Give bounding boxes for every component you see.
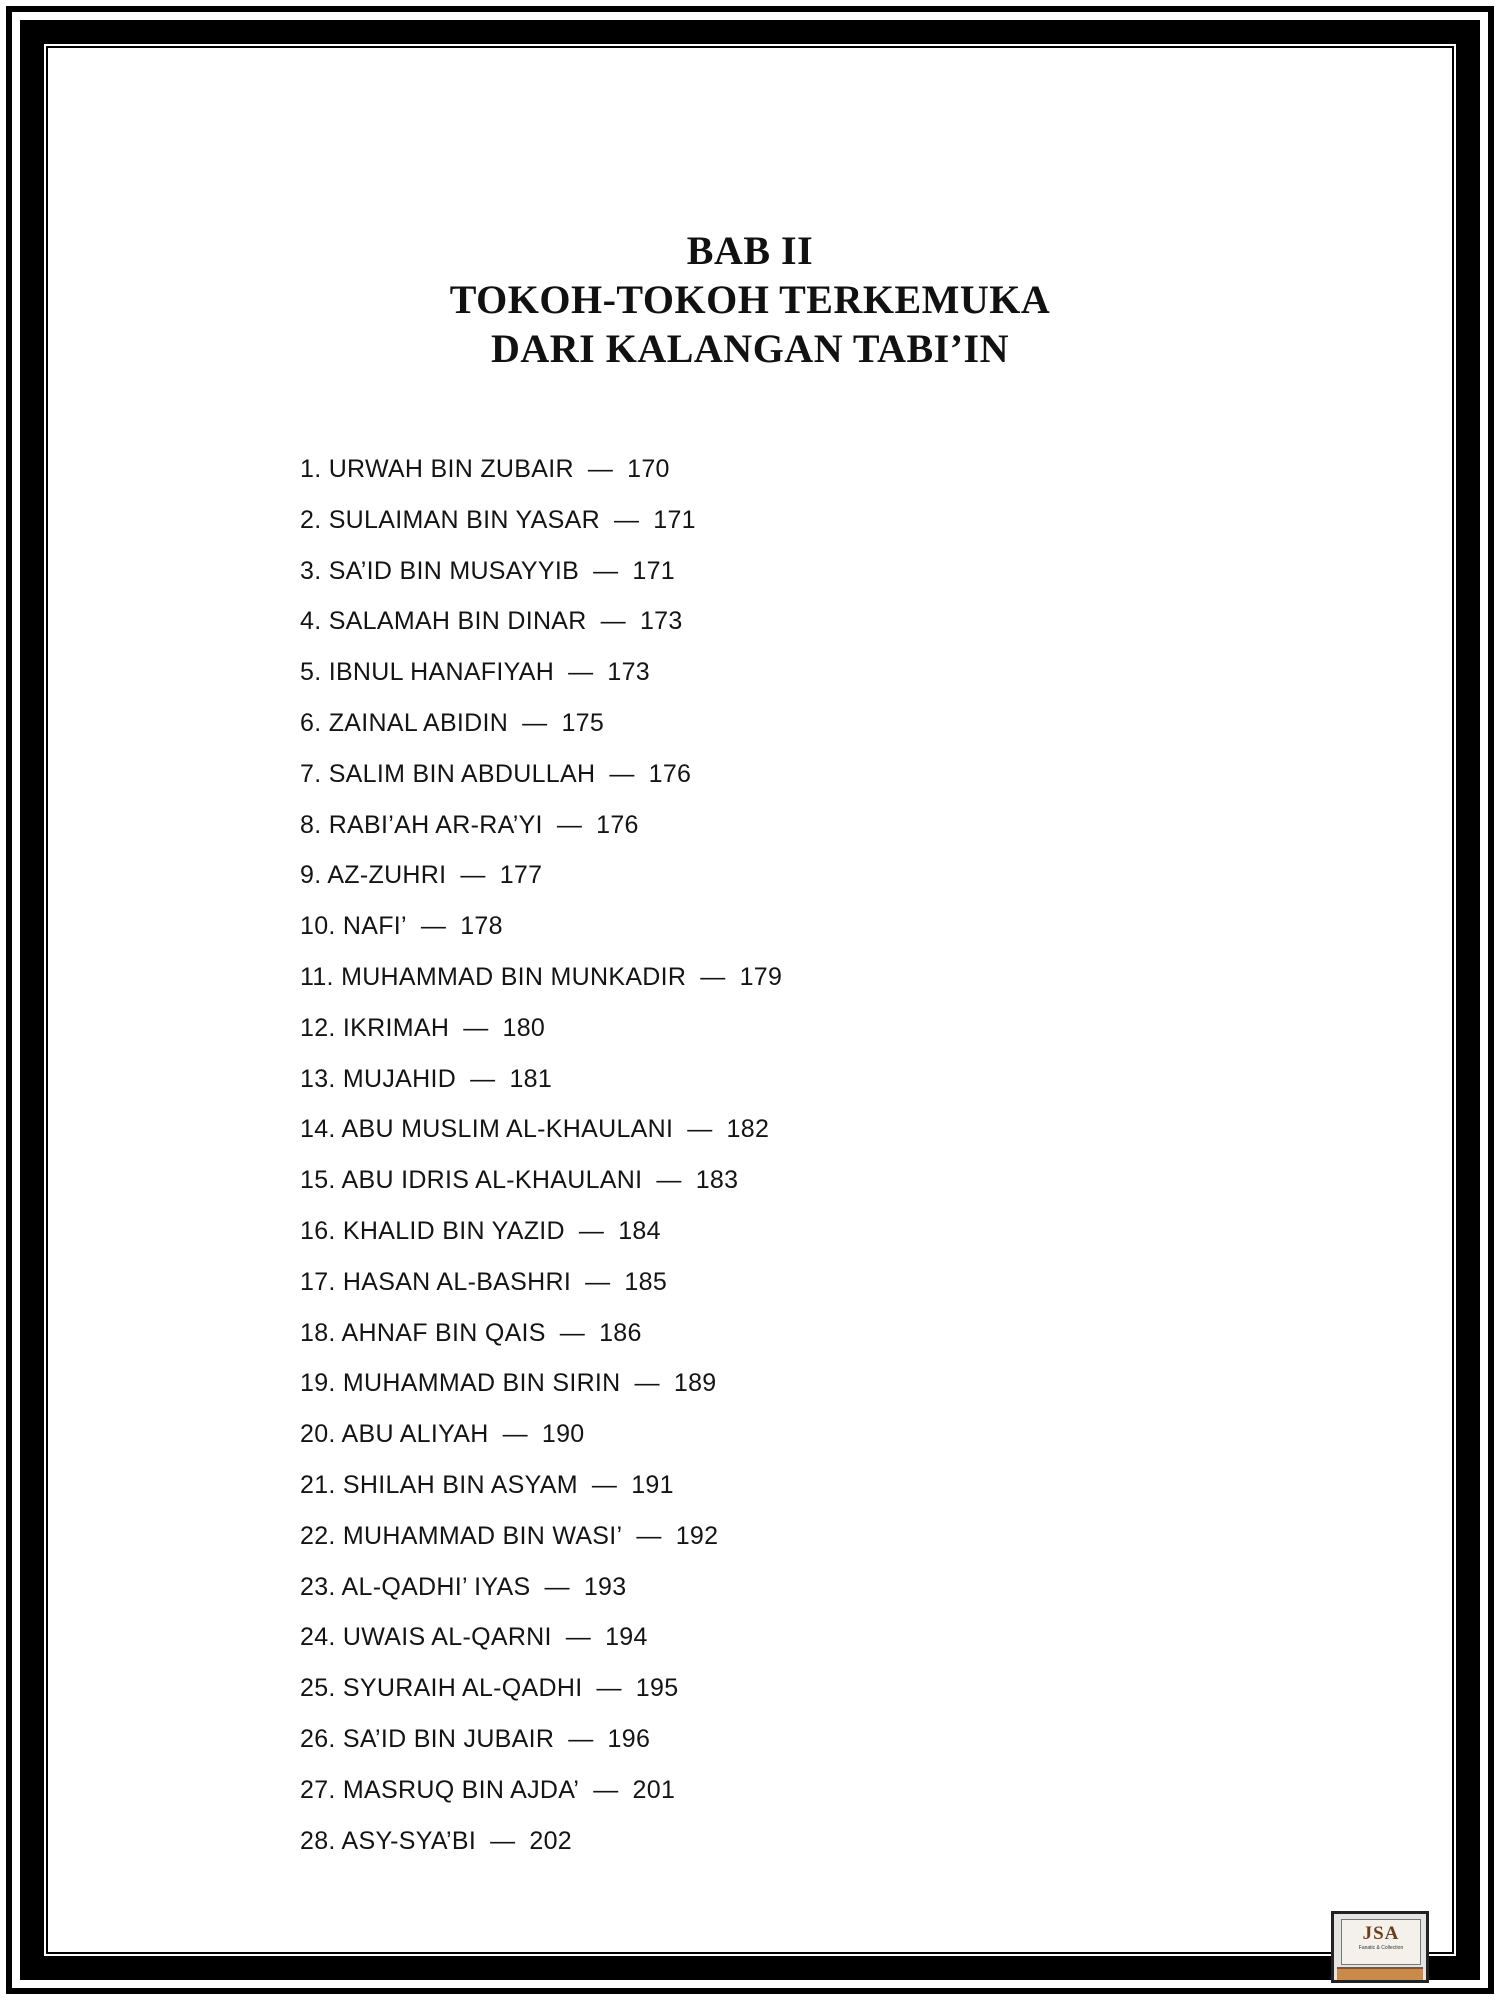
toc-entry-page: 171	[653, 505, 696, 534]
toc-entry-separator: —	[556, 810, 583, 839]
toc-entry-page: 183	[695, 1166, 739, 1195]
toc-entry	[300, 1562, 782, 1613]
toc-entry-number: 15.	[300, 1166, 336, 1195]
toc-entry-separator: —	[490, 1826, 516, 1855]
toc-entry-number: 6.	[300, 708, 322, 737]
toc-entry-separator: —	[600, 607, 626, 636]
toc-entry-separator: —	[596, 1674, 622, 1703]
toc-entry-page: 191	[631, 1470, 674, 1499]
toc-entry-page: 201	[632, 1775, 676, 1804]
toc-entry-page: 190	[541, 1420, 585, 1449]
toc-entry-number: 1.	[300, 455, 322, 483]
toc-entry-separator: —	[578, 1216, 605, 1245]
toc-entry-name: SYURAIH AL-QADHI	[342, 1674, 583, 1703]
toc-entry-name: RABI’AH AR-RA’YI	[328, 810, 543, 839]
toc-entry-separator: —	[565, 1623, 592, 1652]
toc-entry	[300, 495, 782, 546]
toc-entry	[300, 698, 782, 749]
toc-entry	[300, 749, 782, 800]
toc-entry-page: 185	[624, 1267, 668, 1296]
toc-entry-name: ZAINAL ABIDIN	[328, 708, 509, 737]
chapter-heading	[48, 226, 1452, 373]
page-content	[48, 48, 1452, 1952]
toc-entry-separator: —	[687, 1115, 713, 1144]
toc-entry-number: 18.	[300, 1318, 336, 1347]
toc-entry-separator: —	[568, 658, 594, 687]
toc-entry	[300, 1257, 782, 1308]
toc-entry-number: 12.	[300, 1013, 336, 1042]
toc-entry-separator: —	[568, 1724, 594, 1753]
toc-entry-number: 8.	[300, 810, 322, 839]
toc-entry-page: 170	[627, 455, 670, 483]
toc-entry-name: MUHAMMAD BIN MUNKADIR	[341, 962, 687, 991]
toc-entry	[300, 800, 782, 851]
toc-entry-separator: —	[636, 1521, 662, 1550]
toc-entry-name: MUHAMMAD BIN SIRIN	[342, 1369, 621, 1398]
toc-entry-separator: —	[593, 556, 619, 585]
toc-entry-name: SA’ID BIN JUBAIR	[342, 1724, 555, 1753]
toc-entry-page: 180	[502, 1013, 546, 1042]
toc-entry-number: 21.	[300, 1470, 336, 1499]
toc-entry-name: MUJAHID	[342, 1064, 457, 1093]
toc-entry-number: 11.	[300, 962, 334, 991]
toc-entry	[300, 546, 782, 597]
toc-entry-name: HASAN AL-BASHRI	[342, 1267, 572, 1296]
toc-entry	[300, 1155, 782, 1206]
toc-entry-number: 24.	[300, 1623, 336, 1652]
toc-entry-number: 17.	[300, 1267, 336, 1296]
toc-entry-page: 186	[599, 1318, 642, 1347]
toc-entry-page: 176	[596, 810, 639, 839]
toc-entry-separator: —	[420, 912, 447, 941]
toc-entry	[300, 1663, 782, 1714]
toc-entry-page: 175	[561, 708, 605, 737]
toc-entry-page: 173	[639, 607, 683, 636]
toc-entry-page: 176	[648, 759, 692, 788]
toc-entry-name: SALIM BIN ABDULLAH	[328, 759, 596, 788]
toc-entry-name: ABU ALIYAH	[341, 1420, 489, 1449]
toc-entry-name: SA’ID BIN MUSAYYIB	[328, 556, 580, 585]
toc-entry	[300, 596, 782, 647]
toc-entry-separator: —	[700, 962, 726, 991]
toc-entry	[300, 952, 782, 1003]
toc-entry-name: ASY-SYA’BI	[341, 1826, 477, 1855]
toc-entry-number: 28.	[300, 1826, 336, 1855]
chapter-title-line-2: DARI KALANGAN TABI’IN	[491, 326, 1009, 371]
toc-entry-name: ABU IDRIS AL-KHAULANI	[341, 1166, 643, 1195]
toc-entry-separator: —	[613, 505, 640, 534]
toc-entry	[300, 647, 782, 698]
toc-entry-separator: —	[522, 708, 548, 737]
toc-entry-number: 25.	[300, 1674, 336, 1703]
toc-entry	[300, 1003, 782, 1054]
toc-entry-number: 27.	[300, 1775, 336, 1804]
toc-entry	[300, 1460, 782, 1511]
toc-entry-number: 5.	[300, 658, 322, 687]
toc-entry-name: AHNAF BIN QAIS	[341, 1318, 546, 1347]
toc-entry-number: 22.	[300, 1521, 336, 1550]
toc-entry-page: 196	[607, 1724, 651, 1753]
toc-entry-page: 179	[739, 962, 783, 991]
toc-entry-number: 4.	[300, 607, 322, 636]
toc-entry	[300, 1765, 782, 1816]
toc-entry-number: 13.	[300, 1064, 336, 1093]
toc-entry-page: 192	[675, 1521, 719, 1550]
chapter-title-line-1: TOKOH-TOKOH TERKEMUKA	[449, 277, 1051, 322]
toc-entry-separator: —	[460, 861, 486, 890]
toc-entry-number: 19.	[300, 1369, 336, 1398]
toc-entry-name: KHALID BIN YAZID	[342, 1216, 565, 1245]
toc-entry	[300, 1511, 782, 1562]
toc-entry	[300, 1409, 782, 1460]
table-of-contents-list	[300, 444, 782, 1866]
toc-entry-separator: —	[544, 1572, 570, 1601]
toc-entry-page: 178	[460, 912, 503, 941]
toc-entry-separator: —	[502, 1420, 528, 1449]
toc-entry-page: 181	[509, 1064, 553, 1093]
toc-entry-page: 171	[632, 556, 675, 585]
toc-entry	[300, 1816, 782, 1867]
toc-entry-name: SULAIMAN BIN YASAR	[328, 505, 600, 534]
toc-entry-number: 3.	[300, 556, 322, 585]
toc-entry-separator: —	[609, 759, 635, 788]
toc-entry-name: UWAIS AL-QARNI	[342, 1623, 552, 1652]
toc-entry-page: 177	[499, 861, 543, 890]
toc-entry-number: 10.	[300, 912, 336, 941]
toc-entry-separator: —	[634, 1369, 660, 1398]
toc-entry-number: 9.	[300, 861, 322, 890]
toc-entry-number: 7.	[300, 759, 322, 788]
toc-entry-name: MASRUQ BIN AJDA’	[342, 1775, 580, 1804]
toc-entry-number: 23.	[300, 1572, 336, 1601]
toc-entry-separator: —	[559, 1318, 586, 1347]
toc-entry	[300, 850, 782, 901]
toc-entry-name: MUHAMMAD BIN WASI’	[342, 1521, 623, 1550]
toc-entry-separator: —	[587, 455, 614, 483]
toc-entry-separator: —	[585, 1267, 611, 1296]
toc-entry-number: 16.	[300, 1216, 336, 1245]
toc-entry-page: 202	[529, 1826, 573, 1855]
toc-entry-name: AZ-ZUHRI	[327, 861, 447, 890]
toc-entry-number: 14.	[300, 1115, 336, 1144]
toc-entry-name: IKRIMAH	[342, 1013, 450, 1042]
toc-entry	[300, 1612, 782, 1663]
logo-keyboard-base	[1337, 1967, 1423, 1980]
toc-entry	[300, 1054, 782, 1105]
toc-entry	[300, 1104, 782, 1155]
toc-entry-page: 195	[635, 1674, 679, 1703]
toc-entry-separator: —	[470, 1064, 496, 1093]
toc-entry-name: SHILAH BIN ASYAM	[342, 1470, 578, 1499]
toc-entry-separator: —	[463, 1013, 489, 1042]
chapter-number: BAB II	[686, 228, 814, 273]
toc-entry	[300, 1714, 782, 1765]
toc-entry-number: 20.	[300, 1420, 336, 1449]
toc-entry	[300, 1308, 782, 1359]
toc-entry-name: SALAMAH BIN DINAR	[328, 607, 587, 636]
logo-subtitle: Fanatic & Collection	[1358, 1945, 1404, 1951]
toc-entry	[300, 1358, 782, 1409]
logo-monitor-icon	[1341, 1919, 1421, 1965]
toc-entry-separator: —	[656, 1166, 682, 1195]
toc-entry-page: 182	[726, 1115, 770, 1144]
toc-entry-page: 173	[607, 658, 651, 687]
toc-entry	[300, 444, 782, 495]
jsa-logo	[1331, 1911, 1429, 1983]
toc-entry-name: NAFI’	[342, 912, 407, 941]
toc-entry-name: URWAH BIN ZUBAIR	[328, 455, 574, 483]
toc-entry-number: 26.	[300, 1724, 336, 1753]
toc-entry-name: ABU MUSLIM AL-KHAULANI	[341, 1115, 674, 1144]
toc-entry-page: 193	[583, 1572, 627, 1601]
toc-entry-separator: —	[593, 1775, 619, 1804]
toc-entry-name: AL-QADHI’ IYAS	[341, 1572, 531, 1601]
toc-entry-number: 2.	[300, 505, 322, 534]
toc-entry-name: IBNUL HANAFIYAH	[328, 658, 555, 687]
toc-entry	[300, 1206, 782, 1257]
toc-entry	[300, 901, 782, 952]
toc-entry-page: 194	[605, 1623, 648, 1652]
logo-text: JSA	[1362, 1923, 1400, 1944]
toc-entry-separator: —	[591, 1470, 618, 1499]
toc-entry-page: 189	[673, 1369, 717, 1398]
toc-entry-page: 184	[618, 1216, 661, 1245]
